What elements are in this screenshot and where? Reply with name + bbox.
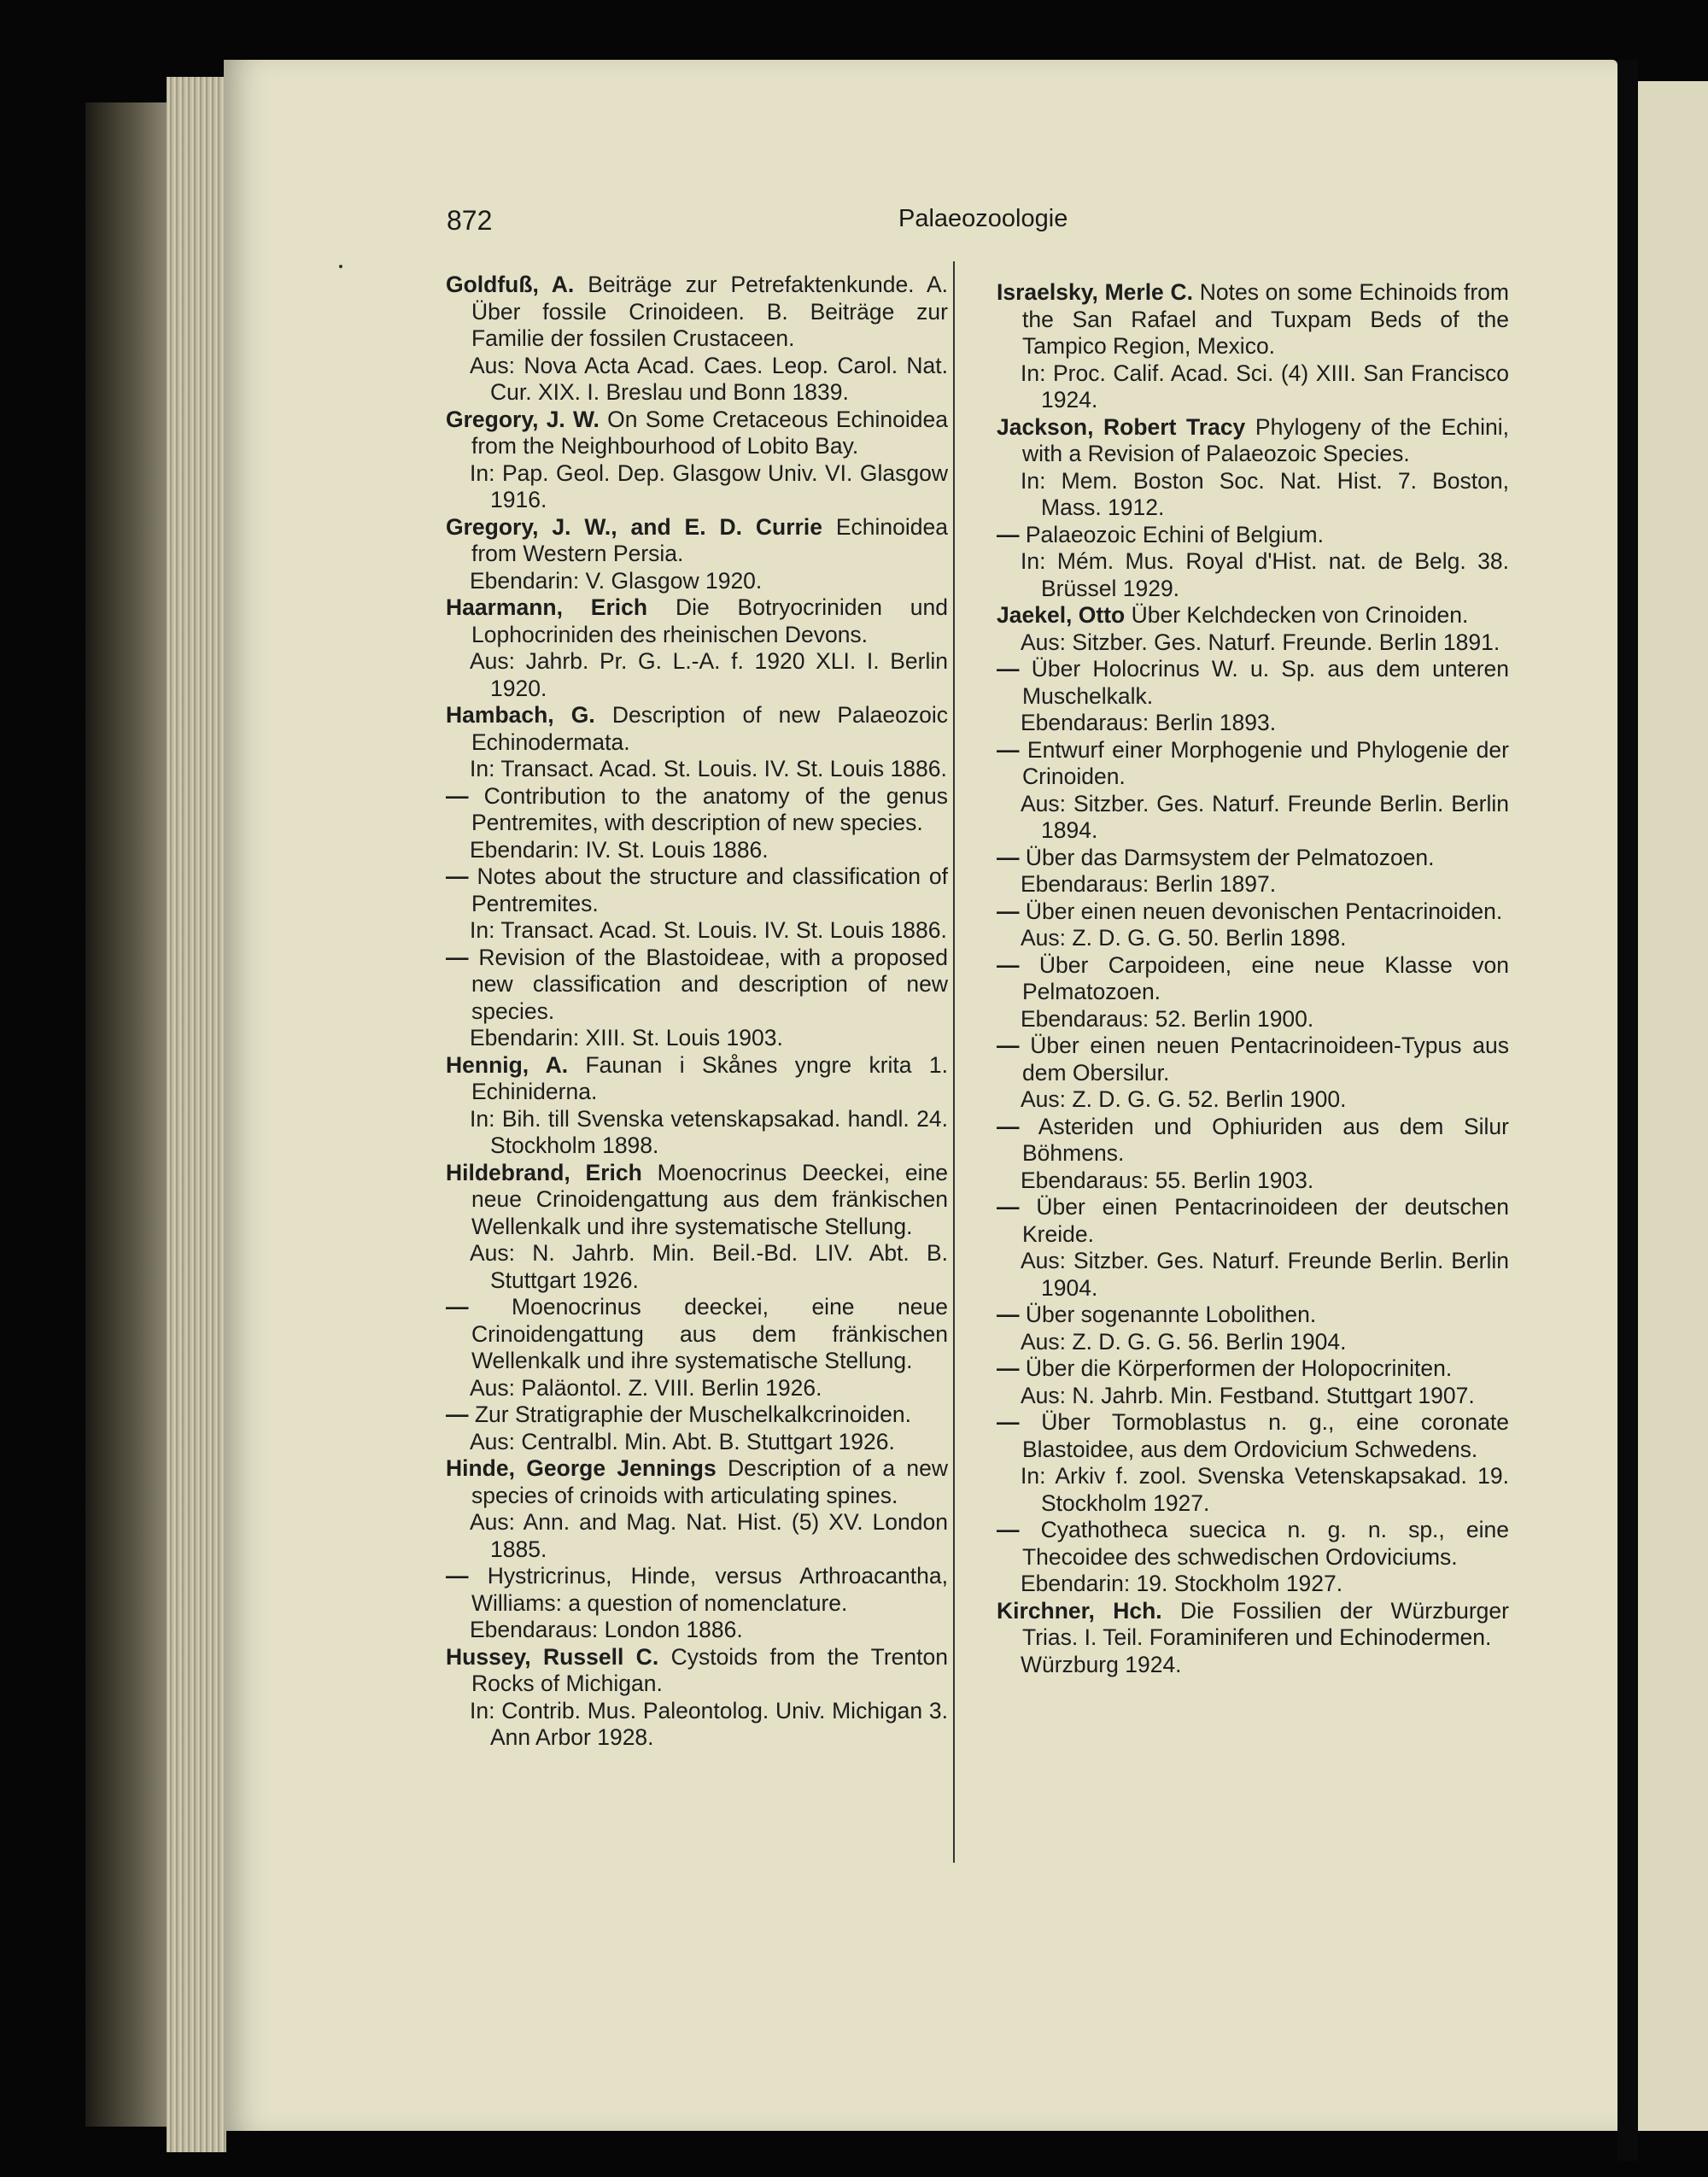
page-number: 872 — [447, 205, 493, 236]
entry-source: Aus: Sitzber. Ges. Naturf. Freunde. Berlin 1891. — [1021, 629, 1500, 655]
bibliography-entry — [446, 1052, 948, 1106]
entry-title: Moenocrinus Deeckei, eine neue Crinoidengattung aus dem fränkischen Wellenkalk und ihre systematische Stellung. — [471, 1159, 948, 1239]
entry-source: In: Bih. till Svenska vetenskapsakad. handl. 24. Stockholm 1898. — [470, 1105, 948, 1158]
entry-author: — — [446, 1563, 469, 1589]
entry-author: — — [997, 736, 1020, 763]
entry-author: — — [997, 1113, 1020, 1139]
entry-author: Israelsky, Merle C. — [997, 279, 1194, 305]
bibliography-entry — [997, 1409, 1509, 1463]
entry-author: Kirchner, Hch. — [997, 1597, 1162, 1624]
bibliography-entry — [997, 1033, 1509, 1086]
entry-title: Cystoids from the Trenton Rocks of Michigan. — [471, 1643, 948, 1696]
entry-source: Ebendaraus: Berlin 1897. — [1021, 871, 1277, 897]
entry-title: Echinoidea from Western Persia. — [471, 513, 948, 566]
entry-title: Revision of the Blastoideae, with a proposed new classification and description of new species. — [471, 944, 948, 1024]
entry-title: Die Botryocriniden und Lophocriniden des rheinischen Devons. — [471, 594, 948, 647]
entry-source: In: Contrib. Mus. Paleontolog. Univ. Michigan 3. Ann Arbor 1928. — [470, 1697, 948, 1750]
bibliography-entry — [997, 279, 1509, 360]
entry-author: — — [997, 1517, 1020, 1542]
book-gutter — [1617, 60, 1638, 2161]
entry-author: Jaekel, Otto — [997, 602, 1126, 628]
entry-title: Beiträge zur Petrefaktenkunde. A. Über fossile Crinoideen. B. Beiträge zur Familie der fossilen Crustaceen. — [471, 272, 948, 351]
column-divider — [953, 261, 955, 1863]
entry-title: Die Fossilien der Würzburger Trias. I. Teil. Foraminiferen und Echinodermen. — [1022, 1597, 1509, 1650]
bibliography-entry — [997, 1517, 1509, 1571]
bibliography-entry — [446, 514, 948, 568]
entry-author: — — [997, 1033, 1020, 1058]
bibliography-entry — [997, 898, 1509, 926]
entry-author: Hinde, George Jennings — [446, 1455, 717, 1481]
entry-source: Ebendaraus: London 1886. — [470, 1617, 743, 1642]
entry-source: Ebendaraus: Berlin 1893. — [1021, 710, 1277, 735]
entry-title: Über sogenannte Lobolithen. — [1025, 1302, 1317, 1327]
entry-source: Aus: Centralbl. Min. Abt. B. Stuttgart 1926. — [470, 1428, 895, 1454]
entry-author: — — [997, 951, 1020, 978]
entry-author: Gregory, J. W., and E. D. Currie — [446, 513, 822, 540]
entry-author: Hildebrand, Erich — [446, 1159, 642, 1185]
entry-title: Zur Stratigraphie der Muschelkalkcrinoiden. — [474, 1402, 911, 1427]
entry-title: Über Tormoblastus n. g., eine coronate Blastoidee, aus dem Ordovicium Schwedens. — [1022, 1409, 1509, 1462]
entry-source: Ebendaraus: 55. Berlin 1903. — [1021, 1167, 1314, 1193]
entry-title: Entwurf einer Morphogenie und Phylogenie der Crinoiden. — [1022, 736, 1509, 789]
entry-author: — — [446, 863, 469, 889]
entry-source: Aus: Nova Acta Acad. Caes. Leop. Carol. Nat. Cur. XIX. I. Breslau und Bonn 1839. — [470, 352, 948, 405]
entry-source: Ebendaraus: 52. Berlin 1900. — [1021, 1005, 1314, 1032]
bibliography-entry — [446, 1455, 948, 1509]
bibliography-entry — [997, 414, 1509, 468]
entry-author: — — [997, 1194, 1020, 1220]
entry-title: Cyathotheca suecica n. g. n. sp., eine Thecoidee des schwedischen Ordoviciums. — [1022, 1517, 1509, 1570]
bibliography-entry — [446, 1563, 948, 1617]
entry-title: Über die Körperformen der Holopocriniten. — [1025, 1355, 1453, 1381]
entry-author: Hambach, G. — [446, 702, 595, 728]
book-block-shadow — [85, 102, 167, 2127]
bibliography-entry — [446, 1644, 948, 1698]
entry-author: — — [446, 944, 469, 970]
bibliography-entry — [997, 845, 1509, 872]
entry-title: Moenocrinus deeckei, eine neue Crinoidengattung aus dem fränkischen Wellenkalk und ihre systematische Stellung. — [471, 1294, 948, 1373]
entry-title: Contribution to the anatomy of the genus Pentremites, with description of new species. — [471, 782, 948, 835]
bibliography-entry — [446, 863, 948, 917]
entry-title: Asteriden und Ophiuriden aus dem Silur Böhmens. — [1022, 1113, 1509, 1166]
entry-author: Gregory, J. W. — [446, 406, 600, 432]
bibliography-entry — [446, 407, 948, 460]
entry-author: — — [997, 656, 1020, 682]
print-speck — [339, 265, 342, 268]
bibliography-entry — [997, 952, 1509, 1006]
entry-title: Notes on some Echinoids from the San Rafael and Tuxpam Beds of the Tampico Region, Mexico. — [1022, 279, 1509, 359]
entry-title: Hystricrinus, Hinde, versus Arthroacantha, Williams: a question of nomenclature. — [471, 1563, 948, 1616]
entry-title: Notes about the structure and classification of Pentremites. — [471, 863, 948, 916]
entry-source: Aus: Paläontol. Z. VIII. Berlin 1926. — [470, 1374, 822, 1401]
bibliography-entry — [446, 945, 948, 1026]
entry-source: Aus: N. Jahrb. Min. Festband. Stuttgart 1907. — [1021, 1382, 1475, 1408]
entry-source: In: Mem. Boston Soc. Nat. Hist. 7. Boston, Mass. 1912. — [1021, 467, 1509, 520]
entry-source: Aus: Z. D. G. G. 56. Berlin 1904. — [1021, 1328, 1347, 1355]
entry-source: Aus: Ann. and Mag. Nat. Hist. (5) XV. London 1885. — [470, 1509, 948, 1562]
entry-title: Phylogeny of the Echini, with a Revision of Palaeozoic Species. — [1022, 413, 1509, 466]
facing-page-edge — [1638, 81, 1708, 2131]
entry-title: Über Carpoideen, eine neue Klasse von Pelmatozoen. — [1022, 951, 1509, 1004]
entry-source: Ebendarin: IV. St. Louis 1886. — [470, 836, 769, 863]
bibliography-entry — [446, 272, 948, 353]
bibliography-entry — [446, 1160, 948, 1241]
entry-title: Über das Darmsystem der Pelmatozoen. — [1025, 844, 1435, 870]
bibliography-entry — [446, 783, 948, 837]
entry-source: Aus: Sitzber. Ges. Naturf. Freunde Berlin. Berlin 1904. — [1021, 1248, 1509, 1301]
bibliography-entry — [997, 1302, 1509, 1329]
entry-author: — — [446, 1294, 469, 1320]
page-edges — [167, 77, 226, 2152]
bibliography-entry — [446, 594, 948, 648]
entry-source: Ebendarin: V. Glasgow 1920. — [470, 567, 763, 594]
entry-source: In: Transact. Acad. St. Louis. IV. St. Louis 1886. — [470, 756, 947, 781]
entry-author: — — [997, 1302, 1020, 1327]
entry-author: Hussey, Russell C. — [446, 1643, 659, 1670]
entry-source: Ebendarin: 19. Stockholm 1927. — [1021, 1571, 1343, 1596]
entry-author: Goldfuß, A. — [446, 272, 575, 297]
entry-author: — — [997, 1409, 1020, 1435]
bibliography-entry — [446, 702, 948, 756]
bibliography-entry — [997, 1114, 1509, 1168]
entry-source: Aus: Z. D. G. G. 52. Berlin 1900. — [1021, 1086, 1347, 1112]
entry-author: — — [997, 844, 1020, 870]
entry-source: In: Arkiv f. zool. Svenska Vetenskapsakad. 19. Stockholm 1927. — [1021, 1463, 1509, 1516]
entry-source: In: Proc. Calif. Acad. Sci. (4) XIII. San Francisco 1924. — [1021, 360, 1509, 413]
entry-title: Palaeozoic Echini of Belgium. — [1025, 521, 1324, 547]
entry-title: Description of a new species of crinoids with articulating spines. — [471, 1455, 948, 1508]
bibliography-entry — [997, 1355, 1509, 1383]
entry-title: Faunan i Skånes yngre krita 1. Echiniderna. — [471, 1051, 948, 1104]
entry-title: On Some Cretaceous Echinoidea from the Neighbourhood of Lobito Bay. — [471, 406, 948, 459]
entry-title: Über Kelchdecken von Crinoiden. — [1131, 602, 1469, 628]
bibliography-entry — [997, 1194, 1509, 1248]
entry-source: Aus: Z. D. G. G. 50. Berlin 1898. — [1021, 925, 1347, 951]
bibliography-entry — [997, 737, 1509, 791]
entry-source: In: Pap. Geol. Dep. Glasgow Univ. VI. Glasgow 1916. — [470, 459, 948, 512]
entry-author: — — [446, 1402, 469, 1427]
page-title: Palaeozoologie — [898, 205, 1068, 232]
entry-author: — — [997, 521, 1020, 547]
entry-source: In: Transact. Acad. St. Louis. IV. St. Louis 1886. — [470, 917, 947, 943]
bibliography-entry — [997, 602, 1509, 629]
entry-title: Über einen Pentacrinoideen der deutschen Kreide. — [1022, 1194, 1509, 1247]
bibliography-entry — [997, 1598, 1509, 1652]
entry-source: Ebendarin: XIII. St. Louis 1903. — [470, 1025, 783, 1050]
entry-author: Haarmann, Erich — [446, 594, 648, 620]
bibliography-entry — [446, 1402, 948, 1429]
entry-author: — — [446, 782, 469, 809]
entry-title: Über einen neuen devonischen Pentacrinoiden. — [1025, 898, 1503, 924]
entry-source: Aus: N. Jahrb. Min. Beil.-Bd. LIV. Abt. B. Stuttgart 1926. — [470, 1240, 948, 1293]
entry-title: Description of new Palaeozoic Echinodermata. — [471, 702, 948, 755]
entry-source: Würzburg 1924. — [1021, 1651, 1182, 1677]
entry-title: Über Holocrinus W. u. Sp. aus dem unteren Muschelkalk. — [1022, 656, 1509, 709]
entry-source: Aus: Sitzber. Ges. Naturf. Freunde Berlin. Berlin 1894. — [1021, 790, 1509, 843]
entry-author: Jackson, Robert Tracy — [997, 413, 1246, 440]
entry-source: In: Mém. Mus. Royal d'Hist. nat. de Belg. 38. Brüssel 1929. — [1021, 548, 1509, 601]
entry-author: Hennig, A. — [446, 1051, 569, 1078]
entry-author: — — [997, 898, 1020, 924]
bibliography-entry — [446, 1294, 948, 1375]
left-column — [446, 272, 948, 1752]
bibliography-entry — [997, 522, 1509, 549]
bibliography-entry — [997, 656, 1509, 710]
entry-author: — — [997, 1355, 1020, 1381]
right-column — [997, 279, 1509, 1678]
entry-source: Aus: Jahrb. Pr. G. L.-A. f. 1920 XLI. I. Berlin 1920. — [470, 648, 948, 701]
entry-title: Über einen neuen Pentacrinoideen-Typus aus dem Obersilur. — [1022, 1033, 1509, 1086]
